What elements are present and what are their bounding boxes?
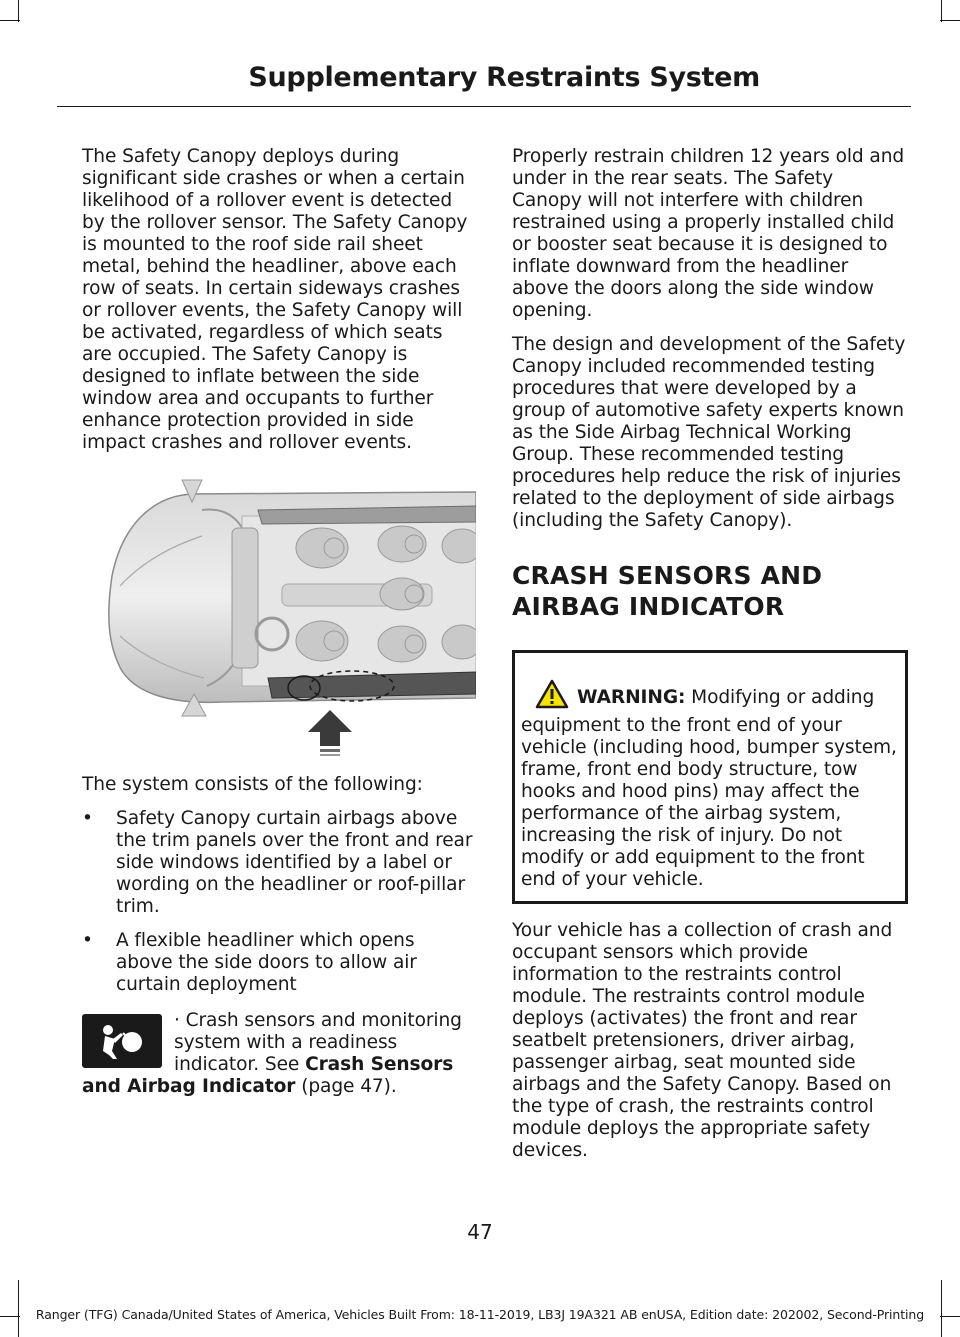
section-heading-line: AIRBAG INDICATOR <box>512 592 785 621</box>
system-lead: The system consists of the following: <box>82 774 423 795</box>
crash-sensors-item <box>82 1010 476 1098</box>
airbag-indicator-icon <box>82 1014 162 1068</box>
footer-note: Ranger (TFG) Canada/United States of America, Vehicles Built From: 18-11-2019, LB3J 19A321 AB enUSA, Edition date: 202002, Second-Printing <box>35 1307 925 1322</box>
warning-label: WARNING: <box>577 687 686 708</box>
list-item: • A flexible headliner which opens above the side doors to allow air curtain deployment <box>82 930 476 996</box>
crash-sensors-text: · Crash sensors and monitoring system with a readiness indicator. See <box>174 1010 462 1075</box>
crop-mark <box>18 0 19 22</box>
left-column <box>82 146 476 1098</box>
crop-mark <box>940 20 960 21</box>
section-heading-line: CRASH SENSORS AND <box>512 561 823 590</box>
crash-sensors-link[interactable]: Crash Sensors and Airbag Indicator <box>82 1054 454 1097</box>
page-number: 47 <box>467 1220 493 1244</box>
page-title: Supplementary Restraints System <box>248 62 760 93</box>
list-item: • Safety Canopy curtain airbags above the trim panels over the front and rear side windows identified by a label or wording on the headliner or roof-pillar trim. <box>82 808 476 918</box>
warning-box <box>512 650 908 904</box>
intro-paragraph: The Safety Canopy deploys during significant side crashes or when a certain likelihood of a rollover event is detected by the rollover sensor. The Safety Canopy is mounted to the roof side rail sheet metal, behind the headliner, above each row of seats. In certain sideways crashes or rollover events, the Safety Canopy will be activated, regardless of which seats are occupied. The Safety Canopy is designed to inflate between the side window area and occupants to further enhance protection provided in side impact crashes and rollover events. <box>82 146 468 453</box>
right-column <box>512 146 908 1174</box>
impact-direction-arrow-icon <box>308 710 352 756</box>
header-divider <box>57 106 911 107</box>
crash-sensors-page: (page 47). <box>295 1076 397 1097</box>
children-paragraph: Properly restrain children 12 years old and under in the rear seats. The Safety Canopy will not interfere with children restrained using a properly installed child or booster seat because it is designed to inflate downward from the headliner above the doors along the side window opening. <box>512 146 905 321</box>
section-heading <box>512 560 908 622</box>
system-components-list <box>82 808 476 996</box>
testing-paragraph: The design and development of the Safety Canopy included recommended testing procedures that were developed by a group of automotive safety experts known as the Side Airbag Technical Working Group. These recommended testing procedures help reduce the risk of injuries related to the deployment of side airbags (including the Safety Canopy). <box>512 334 906 531</box>
crop-mark <box>0 20 20 21</box>
sensors-paragraph: Your vehicle has a collection of crash and occupant sensors which provide information to the restraints control module. The restraints control module deploys (activates) the front and rear seatbelt pretensioners, driver airbag, passenger airbag, seat mounted side airbags and the Safety Canopy. Based on the type of crash, the restraints control module deploys the appropriate safety devices. <box>512 920 893 1161</box>
crop-mark <box>941 0 942 22</box>
warning-text: Modifying or adding equipment to the front end of your vehicle (including hood, bumper system, frame, front end body structure, tow hooks and hood pins) may affect the performance of the airbag system, increasing the risk of injury. Do not modify or add equipment to the front end of your vehicle. <box>521 687 897 890</box>
warning-triangle-icon <box>535 679 569 715</box>
safety-canopy-illustration <box>82 466 476 756</box>
